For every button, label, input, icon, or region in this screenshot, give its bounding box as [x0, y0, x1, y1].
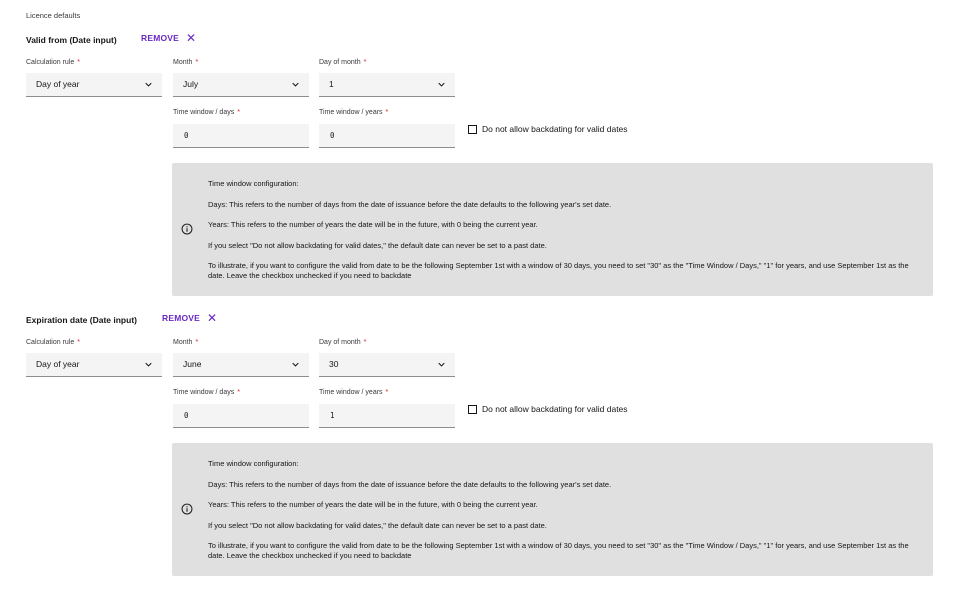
month-select[interactable]	[173, 353, 309, 377]
chevron-down-icon	[438, 81, 445, 88]
section-title: Valid from (Date input)	[26, 35, 117, 45]
calc-rule-select[interactable]	[26, 73, 162, 97]
calc-rule-select[interactable]	[26, 353, 162, 377]
tw-years-label: Time window / years *	[319, 389, 389, 396]
chevron-down-icon	[145, 361, 152, 368]
month-select[interactable]	[173, 73, 309, 97]
tw-days-input[interactable]	[173, 124, 309, 148]
day-select[interactable]	[319, 353, 455, 377]
info-text	[208, 179, 923, 280]
chevron-down-icon	[292, 361, 299, 368]
month-value: June	[183, 359, 202, 369]
info-notification	[172, 443, 933, 576]
section-title: Expiration date (Date input)	[26, 315, 137, 325]
day-label: Day of month *	[319, 59, 367, 66]
info-line: If you select "Do not allow backdating for valid dates," the default date can never be set to a past date.	[208, 240, 547, 250]
info-line: Days: This refers to the number of days from the date of issuance before the date defaults to the following year's set date.	[208, 479, 612, 489]
information-icon	[181, 503, 193, 515]
month-value: July	[183, 79, 199, 89]
day-select[interactable]	[319, 73, 455, 97]
valid-from-section	[0, 30, 960, 310]
info-text	[208, 459, 923, 560]
chevron-down-icon	[145, 81, 152, 88]
day-label: Day of month *	[319, 339, 367, 346]
month-label: Month *	[173, 339, 199, 346]
no-backdating-checkbox-row[interactable]	[468, 404, 628, 414]
tw-years-input[interactable]	[319, 124, 455, 148]
calc-rule-label: Calculation rule *	[26, 59, 80, 66]
info-line: If you select "Do not allow backdating for valid dates," the default date can never be set to a past date.	[208, 520, 547, 530]
info-line: Days: This refers to the number of days from the date of issuance before the date defaults to the following year's set date.	[208, 199, 612, 209]
expiration-section	[0, 310, 960, 590]
no-backdating-label: Do not allow backdating for valid dates	[482, 124, 628, 134]
tw-days-label: Time window / days *	[173, 109, 240, 116]
remove-expiration-button[interactable]	[162, 312, 217, 324]
info-notification	[172, 163, 933, 296]
tw-years-label: Time window / years *	[319, 109, 389, 116]
calc-rule-value: Day of year	[36, 359, 80, 369]
tw-days-input[interactable]	[173, 404, 309, 428]
information-icon	[181, 223, 193, 235]
close-icon: ✕	[186, 31, 197, 45]
info-line: To illustrate, if you want to configure the valid from date to be the following September 1st with a window of 30 days, you need to set "30" as the "Time Window / Days," "1" for years, and use September 1st as the date. Leave the checkbox unchecked if you need to backdate	[208, 261, 909, 280]
chevron-down-icon	[438, 361, 445, 368]
no-backdating-checkbox-row[interactable]	[468, 124, 628, 134]
no-backdating-label: Do not allow backdating for valid dates	[482, 404, 628, 414]
tw-years-input[interactable]	[319, 404, 455, 428]
calc-rule-label: Calculation rule *	[26, 339, 80, 346]
month-label: Month *	[173, 59, 199, 66]
remove-valid-from-button[interactable]	[141, 32, 196, 44]
tw-days-label: Time window / days *	[173, 389, 240, 396]
close-icon: ✕	[207, 311, 218, 325]
info-line: Years: This refers to the number of years the date will be in the future, with 0 being the current year.	[208, 220, 538, 229]
chevron-down-icon	[292, 81, 299, 88]
info-line: Years: This refers to the number of years the date will be in the future, with 0 being the current year.	[208, 500, 538, 509]
page-heading: Licence defaults	[26, 11, 81, 20]
no-backdating-checkbox[interactable]	[468, 405, 477, 414]
day-value: 1	[329, 79, 334, 89]
info-line: Time window configuration:	[208, 179, 299, 188]
no-backdating-checkbox[interactable]	[468, 125, 477, 134]
remove-label: REMOVE	[141, 33, 180, 43]
calc-rule-value: Day of year	[36, 79, 80, 89]
info-line: To illustrate, if you want to configure the valid from date to be the following September 1st with a window of 30 days, you need to set "30" as the "Time Window / Days," "1" for years, and use September 1st as the date. Leave the checkbox unchecked if you need to backdate	[208, 541, 909, 560]
remove-label: REMOVE	[162, 313, 201, 323]
info-line: Time window configuration:	[208, 459, 299, 468]
day-value: 30	[329, 359, 339, 369]
